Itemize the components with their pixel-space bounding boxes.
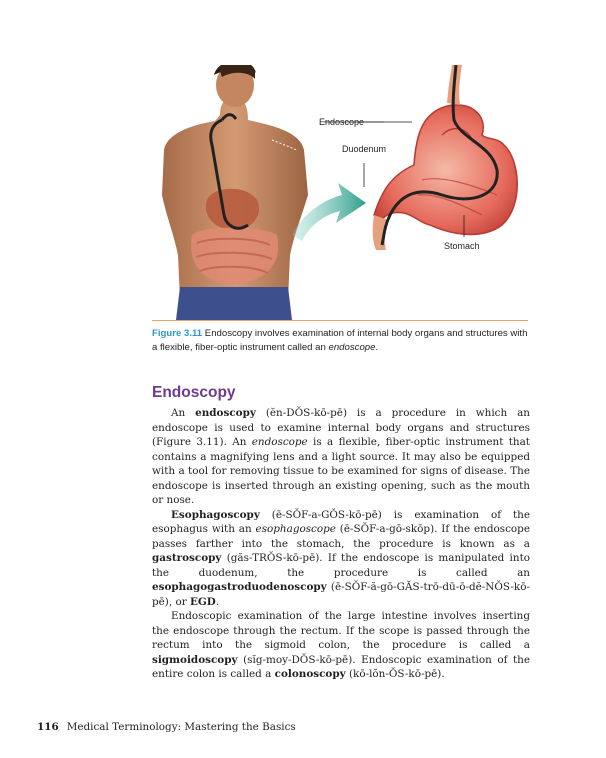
page-number: 116 bbox=[37, 721, 59, 733]
figure-illustration bbox=[152, 65, 528, 320]
caption-text: Endoscopy involves examination of internal body organs and structures with a flexible, fiber-optic instrument called an bbox=[152, 328, 528, 353]
text: (kō-lŏn-ŎS-kō-pē). bbox=[345, 668, 445, 680]
term-endoscopy: endoscopy bbox=[195, 407, 256, 419]
label-stomach: Stomach bbox=[444, 241, 480, 251]
caption-end: . bbox=[375, 342, 379, 353]
term-colonoscopy: colonoscopy bbox=[274, 668, 346, 680]
figure bbox=[152, 65, 528, 320]
text: (găs-TRŎS-kō-pē). If the endoscope is manipulated into the duodenum, the procedure is called an bbox=[152, 552, 530, 579]
paragraph-2 bbox=[152, 508, 530, 610]
label-duodenum: Duodenum bbox=[342, 144, 387, 154]
term-esophagoscopy: Esophagoscopy bbox=[171, 508, 260, 521]
text: . bbox=[215, 595, 220, 608]
paragraph-1 bbox=[152, 406, 530, 508]
stomach-illustration bbox=[373, 65, 518, 250]
book-title: Medical Terminology: Mastering the Basics bbox=[66, 721, 296, 733]
term-esophagoscope: esophagoscope bbox=[255, 523, 336, 535]
text: (ē-SŎF-a-gō-skōp). If the endoscope passes farther into the stomach, the procedure is known as a bbox=[152, 523, 530, 550]
text: (ĕn-DŎS-kō-pē) is a procedure in which an endoscope is used to examine internal body organs and structures (Figure 3.11). An bbox=[152, 407, 531, 448]
caption-term: endoscope bbox=[328, 342, 376, 353]
section-title: Endoscopy bbox=[152, 384, 236, 401]
text: (ē-SŎF-a-GŎS-kō-pē) is examination of the esophagus with an bbox=[152, 508, 530, 535]
text: (sĭg-moy-DŎS-kō-pē). Endoscopic examination of the entire colon is called a bbox=[152, 653, 530, 680]
term-egd-full: esophagogastroduodenoscopy bbox=[152, 581, 327, 593]
figure-number: Figure 3.11 bbox=[152, 328, 203, 339]
text: An bbox=[171, 407, 196, 419]
label-endoscope: Endoscope bbox=[319, 117, 365, 127]
text: is a flexible, fiber-optic instrument that contains a magnifying lens and a light source. It may also be equipped with a tool for removing tissue to be examined for signs of disease. The endoscope is inserted through an existing opening, such as the mouth or nose. bbox=[152, 436, 530, 506]
term-sigmoidoscopy: sigmoidoscopy bbox=[152, 653, 238, 666]
figure-caption bbox=[152, 320, 528, 355]
body-text bbox=[152, 406, 530, 682]
paragraph-3 bbox=[152, 609, 530, 682]
torso-illustration bbox=[162, 65, 308, 320]
text: Endoscopic examination of the large intestine involves inserting the endoscope through the rectum. If the scope is passed through the rectum into the sigmoid colon, the procedure is called a bbox=[152, 610, 530, 651]
term-gastroscopy: gastroscopy bbox=[152, 552, 222, 564]
term-endoscope: endoscope bbox=[251, 436, 308, 448]
page-footer bbox=[37, 721, 296, 733]
text: (ē-SŎF-ă-gō-GĂS-trō-dū-ō-dĕ-NŎS-kō-pē), or bbox=[152, 581, 530, 608]
term-egd: EGD bbox=[190, 595, 216, 608]
